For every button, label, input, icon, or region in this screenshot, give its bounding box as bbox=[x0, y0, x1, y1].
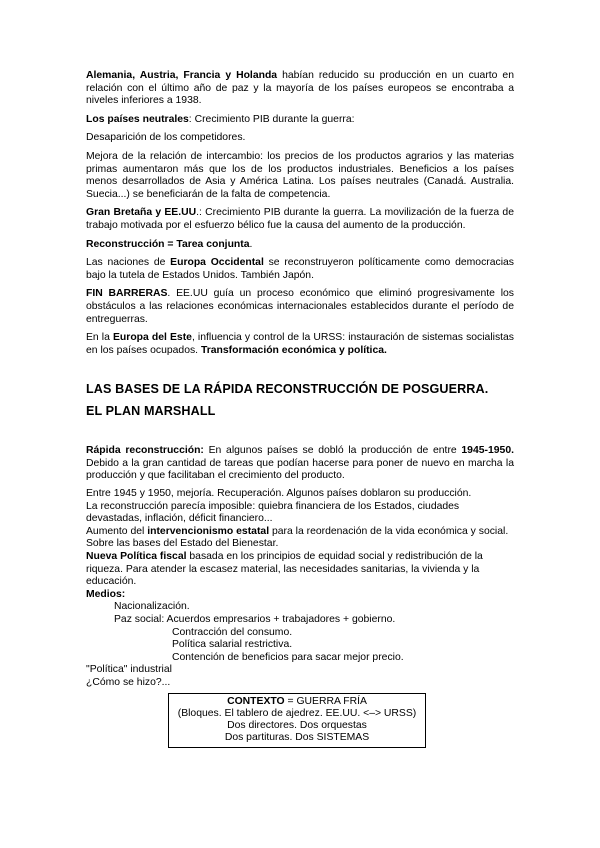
line-salary-policy: Política salarial restrictiva. bbox=[172, 639, 293, 651]
gb-usa-bold: Gran Bretaña y EE.UU bbox=[86, 207, 197, 219]
line-how-done: ¿Cómo se hizo?... bbox=[86, 676, 171, 688]
context-bold: CONTEXTO bbox=[227, 695, 285, 707]
line-impossible: La reconstrucción parecía imposible: quiebra financiera de los Estados, ciudades devastadas, inflación, déficit financiero... bbox=[86, 500, 460, 525]
paragraph-production-drop: Alemania, Austria, Francia y Holanda habían reducido su producción en un cuarto en relación con el último año de paz y la mayoría de los países europeos se encontraba a niveles inferiores a 1938. bbox=[86, 70, 514, 107]
paragraph-exchange: Mejora de la relación de intercambio: los precios de los productos agrarios y las materias primas aumentaron más que los de los productos industriales. Beneficios a los países menos desarrollados de Asia y América Latina. Los países neutrales (Canadá. Australia. Suecia...) se beneficiarán de la falta de competencia. bbox=[86, 150, 514, 200]
context-box bbox=[168, 693, 426, 749]
fiscal-bold: Nueva Política fiscal bbox=[86, 551, 187, 563]
line-improvement: Entre 1945 y 1950, mejoría. Recuperación. Algunos países doblaron su producción. bbox=[86, 488, 472, 500]
box-line-systems: Dos partituras. Dos SISTEMAS bbox=[224, 732, 370, 744]
neutral-countries-bold: Los países neutrales bbox=[86, 113, 189, 125]
end-barriers-bold: FIN BARRERAS bbox=[86, 288, 168, 300]
intervention-bold: intervencionismo estatal bbox=[147, 525, 270, 537]
eastern-europe-bold: Europa del Este bbox=[113, 332, 192, 344]
document-page bbox=[86, 70, 514, 748]
line-industrial-policy: "Política" industrial bbox=[86, 664, 172, 676]
rapid-reconstruction-bold: Rápida reconstrucción: bbox=[86, 445, 204, 457]
heading-reconstruction-bases: LAS BASES DE LA RÁPIDA RECONSTRUCCIÓN DE POSGUERRA. bbox=[86, 382, 489, 397]
paragraph-competitors: Desaparición de los competidores. bbox=[86, 132, 246, 144]
reconstruction-bold: Reconstrucción = Tarea conjunta bbox=[86, 238, 250, 250]
line-profit-containment: Contención de beneficios para sacar mejor precio. bbox=[172, 651, 404, 663]
section-marshall-body bbox=[86, 445, 514, 483]
line-nationalization: Nacionalización. bbox=[114, 601, 190, 613]
box-line-blocks: (Bloques. El tablero de ajedrez. EE.UU. <–> URSS) bbox=[177, 707, 417, 719]
notes-block bbox=[86, 488, 514, 690]
paragraph-neutral-countries: Los países neutrales: Crecimiento PIB durante la guerra: bbox=[86, 113, 355, 125]
line-consumption: Contracción del consumo. bbox=[172, 626, 293, 638]
paragraph-western-europe: Las naciones de Europa Occidental se reconstruyeron políticamente como democracias bajo la tutela de Estados Unidos. También Japón. bbox=[86, 257, 514, 281]
line-means: Medios: bbox=[86, 588, 126, 600]
paragraph-reconstruction-joint: Reconstrucción = Tarea conjunta. bbox=[86, 238, 253, 250]
paragraph-gb-usa: Gran Bretaña y EE.UU.: Crecimiento PIB durante la guerra. La movilización de la fuerza de trabajo motivada por el esfuerzo bélico fue la causa del aumento de la producción. bbox=[86, 207, 514, 231]
years-bold: 1945-1950. bbox=[461, 445, 514, 457]
paragraph-end-barriers: FIN BARRERAS. EE.UU guía un proceso económico que eliminó progresivamente los obstáculos a las relaciones económicas internacionales establecidos durante el período de entreguerras. bbox=[86, 288, 514, 325]
box-line-directors: Dos directores. Dos orquestas bbox=[227, 719, 367, 731]
box-line-context: CONTEXTO = GUERRA FRÍA bbox=[227, 695, 367, 707]
line-social-peace: Paz social: Acuerdos empresarios + trabajadores + gobierno. bbox=[114, 614, 396, 625]
heading-marshall-plan: EL PLAN MARSHALL bbox=[86, 404, 216, 419]
western-europe-bold: Europa Occidental bbox=[170, 257, 264, 269]
line-fiscal-policy: Nueva Política fiscal basada en los principios de equidad social y redistribución de la riqueza. Para atender la escasez material, las necesidades sanitarias, la vivienda y la educación. bbox=[86, 551, 483, 588]
transformation-bold: Transformación económica y política. bbox=[200, 344, 387, 356]
paragraph-rapid-reconstruction: Rápida reconstrucción: En algunos países se dobló la producción de entre 1945-1950. Debido a la gran cantidad de tareas que podían hacerse para poner de nuevo en marcha la producción y que facilitaban el crecimiento del producto. bbox=[86, 445, 514, 482]
line-state-intervention: Aumento del intervencionismo estatal para la reordenación de la vida económica y social. Sobre las bases del Estado del Bienestar. bbox=[86, 525, 509, 550]
section-heading bbox=[86, 381, 514, 419]
countries-bold: Alemania, Austria, Francia y Holanda bbox=[86, 70, 278, 81]
paragraph-eastern-europe: En la Europa del Este, influencia y control de la URSS: instauración de sistemas socialistas en los países ocupados. Transformación económica y política. bbox=[86, 332, 514, 356]
